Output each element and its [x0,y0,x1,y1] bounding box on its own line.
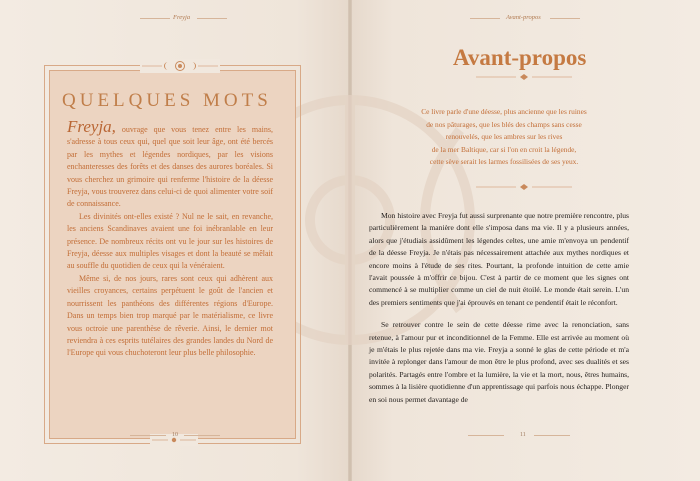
page-title: Avant-propos [453,45,587,70]
running-head-rule [550,18,580,19]
folio-rule [468,435,504,436]
epigraph-line: cette sève serait les larmes fossilisées de ses yeux. [429,157,579,166]
running-head-rule [197,18,227,19]
page-number-right: 11 [520,432,526,438]
moon-phases-ornament [140,59,220,73]
epigraph-line: de nos pâturages, que les blés des champs sans cesse [426,119,582,129]
title-ornament [476,72,572,82]
paragraph: Mon histoire avec Freyja fut aussi surprenante que notre première rencontre, plus particulièrement la manière dont elle s'imposa dans ma vie. Il y a plusieurs années, alors que j'étudiais assidûment les légendes celtes, une amie m'envoya un pendentif de la déesse Freyja. Je n'étais pas nécessairement attachée aux mythes nordiques et encore moins à l'étude de ses rites. Pourtant, la profonde intuition de cette amie l'avait poussée à m'offrir ce bijou. C'est à partir de ce moment que les signes ont commencé à se multiplier comme un ciel de nuit étoilé. Le monde était serein. L'un des premiers sentiments que j'ai éprouvés en tenant ce pendentif était le réconfort. [369,211,629,307]
left-body-text [67,117,273,360]
epigraph-line: de la mer Baltique, car si l'on en croit la légende, [431,144,577,154]
epigraph [393,106,615,169]
folio-rule [534,435,570,436]
epigraph-ornament [476,182,572,192]
paragraph: Se retrouver contre le sein de cette déesse rime avec la renonciation, sans retenue, à l'amour pur et inconditionnel de la Femme. Elle est arrivée au moment où je m'étais le plus rejetée dans ma vie. Freyja a sonné le glas de cette période et m'a invitée à replonger dans l'amour de mon être le plus profond, avec ses dualités et ses polarités. Partagés entre l'ombre et la lumière, la vie et la mort, nous, êtres humains, sommes à la lisière quotidienne d'un apprentissage qui parfois nous échappe. Plonger en soi nous permet davantage de [369,320,629,404]
epigraph-line: renouvelés, que les ambres sur les rives [445,132,563,141]
drop-cap-word: Freyja, [67,117,116,136]
running-head-rule [140,18,170,19]
running-head-right: Avant-propos [506,14,541,21]
paragraph-text: ouvrage que vous tenez entre les mains, s'adresse à tous ceux qui, quel que soit leur âge, ont été bercés par les mythes et légendes nordiques, par les visions enchanteresses des forêts et des danses des aurores boréales. Si vous cherchez un grimoire qui renferme l'histoire de la déesse Freyja, vous trouverez dans celui-ci de quoi alimenter votre soif de connaissance. [67,125,273,209]
paragraph: Même si, de nos jours, rares sont ceux qui adhèrent aux vieilles croyances, certains perpétuent le goût de l'ancien et nourrissent les panthéons des différentes régions d'Europe. Dans un temps bien trop marqué par le matérialisme, ce livre vous octroie une parenthèse de rêverie. Ainsi, le dernier mot reviendra à ces esprits tutélaires des grandes landes du Nord de l'Europe qui vous chuchoteront leur plus belle philosophie. [67,273,273,358]
running-head-rule [470,18,500,19]
paragraph: Les divinités ont-elles existé ? Nul ne le sait, en revanche, les anciens Scandinaves avaient une foi inébranlable en leur présence. De nombreux récits ont vu le jour sur les histoires de Freyja, déesse aux multiples visages et dont la beauté se mêlait au souffle du quotidien de ceux qui la vénéraient. [67,211,273,271]
paragraph [67,117,273,211]
epigraph-line: Ce livre parle d'une déesse, plus ancienne que les ruines [421,107,587,116]
page-number-left: 10 [172,432,178,438]
running-head-left: Freyja [173,14,191,21]
right-body-text [369,210,629,416]
folio-rule [184,435,220,436]
folio-rule [130,435,166,436]
section-title: QUELQUES MOTS [62,90,272,111]
